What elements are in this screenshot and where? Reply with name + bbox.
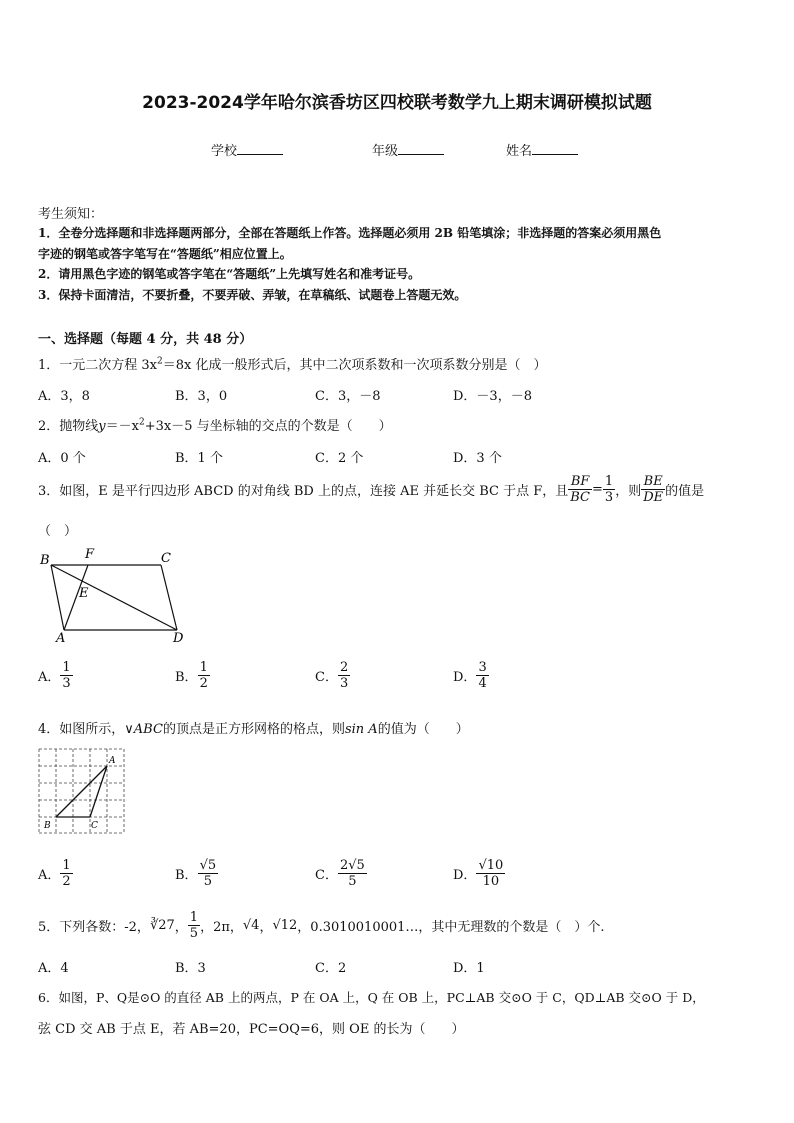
label-b: B [44,821,51,831]
label-c: C [91,821,98,831]
q5-option-a[interactable]: A．4 [38,961,69,976]
label-d: D [173,631,184,646]
grade-field [372,140,444,159]
q5-option-b[interactable]: B．3 [175,961,206,976]
label-b: B [40,553,50,568]
q3-ratio-value: $\frac{1}{3}$ [604,474,614,505]
q4-option-b[interactable]: B． $\frac{√5}{5}$ [175,858,217,889]
q1-option-c[interactable]: C．3，－8 [315,389,381,404]
q2-option-a[interactable]: A．0 个 [38,451,86,466]
page-title: 2023-2024学年哈尔滨香坊区四校联考数学九上期末调研模拟试题 [142,93,652,113]
q2-option-d[interactable]: D．3 个 [453,451,502,466]
grade-blank[interactable] [398,142,444,155]
q4-option-c[interactable]: C． $\frac{2√5}{5}$ [315,858,365,889]
q4-stem: 4．如图所示，∨ABC的顶点是正方形网格的格点，则sin A的值为（ ） [38,722,469,737]
q3-parallelogram-figure [36,546,196,646]
q1-option-a[interactable]: A．3，8 [38,389,90,404]
section-heading: 一、选择题（每题 4 分，共 48 分） [38,332,253,347]
school-label: 学校 [211,144,238,159]
name-blank[interactable] [532,142,578,155]
q6-stem-line2: 弦 CD 交 AB 于点 E，若 AB=20，PC=OQ=6，则 OE 的长为（ ） [38,1022,465,1037]
name-label: 姓名 [506,144,533,159]
side-ab [56,766,107,817]
q1-option-b[interactable]: B．3，0 [175,389,228,404]
label-c: C [161,551,171,566]
label-f: F [85,547,95,562]
q5-stem: 5．下列各数：-2， ∛27 ， $\frac{1}{5}$ ，2π， √4 ， √12 ，0.3010010001…，其中无理数的个数是（ ）个. [38,910,605,941]
q2-option-b[interactable]: B．1 个 [175,451,223,466]
q3-option-d[interactable]: D． $\frac{3}{4}$ [453,660,487,691]
notice-heading: 考生须知： [38,207,104,222]
label-e: E [79,586,89,601]
label-a: A [56,631,66,646]
notice-item-2: 2．请用黑色字迹的钢笔或答字笔在“答题纸”上先填写姓名和准考证号。 [38,267,421,281]
q3-option-b[interactable]: B． $\frac{1}{2}$ [175,660,208,691]
q2-stem: 2．抛物线$y=-x^2+3x-5$ 与坐标轴的交点的个数是（ ） [38,417,392,434]
q4-option-d[interactable]: D． $\frac{√10}{10}$ [453,858,504,889]
q3-ratio-bf-bc: $\frac{BF}{BC}$ [570,474,591,505]
diagonal-bd [51,565,177,630]
q2-option-c[interactable]: C．2 个 [315,451,364,466]
side-cd [161,565,177,630]
q5-option-c[interactable]: C．2 [315,961,347,976]
q6-stem-line1: 6．如图，P、Q是⊙O 的直径 AB 上的两点，P 在 OA 上，Q 在 OB 上，PC⊥AB 交⊙O 于 C，QD⊥AB 交⊙O 于 D， [38,990,705,1005]
school-field [211,140,283,159]
grade-label: 年级 [372,144,399,159]
q1-stem: 1．一元二次方程 $3x^2=8x$ 化成一般形式后，其中二次项系数和一次项系数分别是（ ） [38,356,547,373]
school-blank[interactable] [237,142,283,155]
notice-item-1b: 字迹的钢笔或答字笔写在“答题纸”相应位置上。 [38,247,292,261]
name-field [506,140,578,159]
notice-item-3: 3．保持卡面清洁，不要折叠，不要弄破、弄皱，在草稿纸、试题卷上答题无效。 [38,288,467,302]
q3-stem: 3．如图，E 是平行四边形 ABCD 的对角线 BD 上的点，连接 AE 并延长交 BC 于点 F，且 $\frac{BF}{BC}$ = $\frac{1}{3}$ ，则 $\frac{BE}{DE}$ 的值是 [38,474,705,505]
q3-ratio-be-de: $\frac{BE}{DE}$ [643,474,664,505]
q3-option-a[interactable]: A． $\frac{1}{3}$ [38,660,71,691]
q1-option-d[interactable]: D．－3，－8 [453,389,532,404]
q3-paren: （ ） [38,524,78,539]
q4-grid-figure [36,746,128,838]
q3-option-c[interactable]: C． $\frac{2}{3}$ [315,660,349,691]
q5-option-d[interactable]: D．1 [453,961,485,976]
notice-item-1a: 1．全卷分选择题和非选择题两部分，全部在答题纸上作答。选择题必须用 2B 铅笔填涂；非选择题的答案必须用黑色 [38,226,662,240]
q4-option-a[interactable]: A． $\frac{1}{2}$ [38,858,71,889]
label-a: A [109,756,116,766]
side-ab [51,565,64,630]
